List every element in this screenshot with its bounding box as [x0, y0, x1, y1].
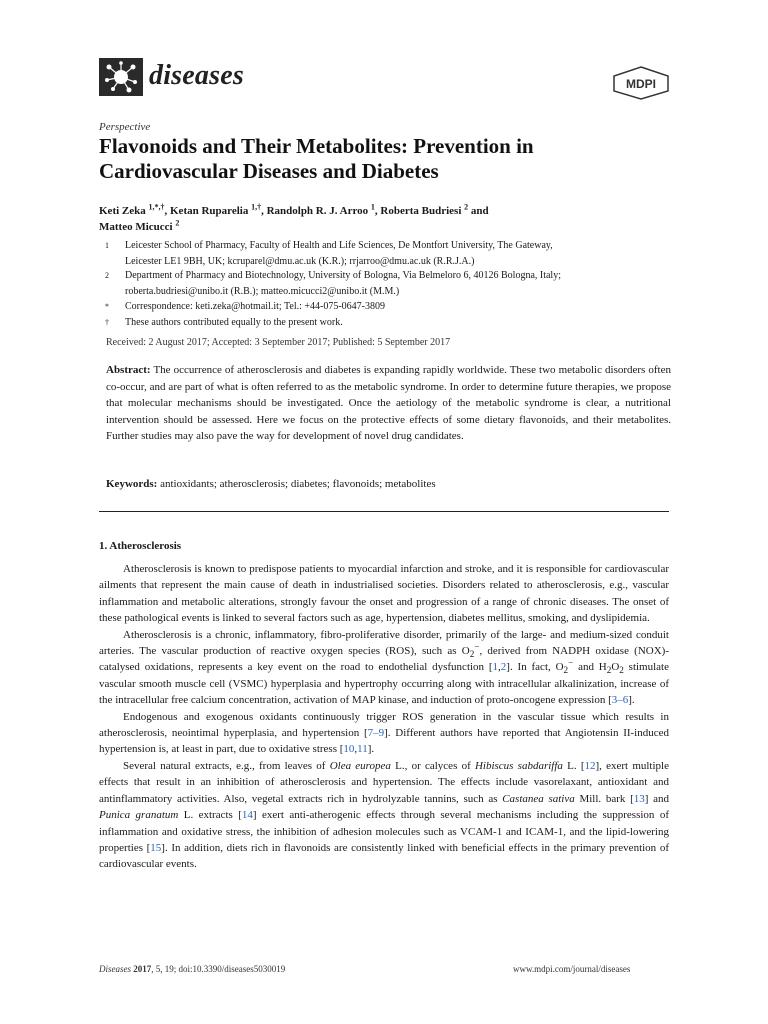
footer-journal-url[interactable]: www.mdpi.com/journal/diseases	[513, 964, 631, 974]
keywords-label: Keywords:	[106, 478, 158, 490]
section-divider	[99, 511, 669, 512]
citation-link[interactable]: 7–9	[367, 727, 385, 740]
author-name: Keti Zeka	[99, 205, 146, 217]
author-name: Ketan Ruparelia	[170, 205, 249, 217]
footer-citation: Diseases 2017, 5, 19; doi:10.3390/diseases5030019	[99, 964, 286, 974]
journal-name: diseases	[149, 60, 244, 91]
affiliation-mark: *	[105, 302, 109, 311]
citation-link[interactable]: 10	[343, 743, 355, 756]
species-name: Olea europea	[329, 759, 391, 772]
paragraph: Atherosclerosis is known to predispose patients to myocardial infarction and stroke, and it is responsible for cardiovascular ailments that represent the main cause of death in industrialised societies. Disorders related to atherosclerosis, e.g., vascular inflammation and metabolic alterations, strongly favour the onset and progression of a range of chronic diseases. The onset of these pathological events is linked to several factors such as age, hypertension, diabetes mellitus, smoking, and dyslipidemia.	[99, 563, 669, 625]
author-affiliation-mark: 1	[370, 202, 375, 212]
mdpi-logo	[612, 66, 670, 100]
article-type: Perspective	[99, 121, 151, 133]
title-line-2: Cardiovascular Diseases and Diabetes	[99, 159, 439, 183]
section-body	[99, 561, 669, 873]
title-line-1: Flavonoids and Their Metabolites: Prevention in	[99, 134, 534, 158]
paragraph: Several natural extracts, e.g., from leaves of Olea europea L., or calyces of Hibiscus sabdariffa L. [12], exert multiple effects that result in an inhibition of atherosclerosis and hypertension. The effects include vasorelaxant, antioxidant and antinflammatory activities. Also, vegetal extracts rich in hydrolyzable tannins, such as Castanea sativa Mill. bark [13] and Punica granatum L. extracts [14] exert anti-atherogenic effects through several mechanisms including the suppression of inflammation and oxidative stress, the inhibition of adhesion molecules such as VCAM-1 and ICAM-1, and the lipid-lowering properties [15]. In addition, diets rich in flavonoids are consistently linked with beneficial effects in the primary prevention of cardiovascular events.	[99, 759, 669, 871]
citation-link[interactable]: 14	[241, 809, 253, 822]
citation-link[interactable]: 2	[500, 661, 507, 674]
author-affiliation-mark: 1,†	[251, 202, 262, 212]
citation-link[interactable]: 12	[584, 759, 596, 772]
citation-link[interactable]: 11	[357, 743, 368, 756]
paragraph: Endogenous and exogenous oxidants continuously trigger ROS generation in the vascular tissue which results in atherosclerosis, neointimal hyperplasia, and hypertension [7–9]. Different authors have reported that Angiotensin II-induced hypertension is, at least in part, due to oxidative stress [10,11].	[99, 710, 670, 756]
journal-header	[99, 58, 669, 102]
species-name: Castanea sativa	[502, 792, 575, 805]
abstract-label: Abstract:	[106, 364, 151, 376]
mdpi-logo-text: MDPI	[626, 77, 656, 91]
keywords	[106, 476, 671, 492]
keywords-text: antioxidants; atherosclerosis; diabetes; flavonoids; metabolites	[157, 478, 436, 490]
article-title	[99, 134, 689, 184]
author-name: Roberta Budriesi	[380, 205, 462, 217]
author-name: Matteo Micucci	[99, 221, 173, 233]
affiliation-mark: †	[105, 318, 109, 327]
paragraph: Atherosclerosis is a chronic, inflammatory, fibro-proliferative disorder, primarily of the large- and medium-sized conduit arteries. The vascular production of reactive oxygen species (ROS), such as $O_2^-$, derived from NADPH oxidase (NOX)-catalysed oxidations, represents a key event on the road to endothelial dysfunction [1,2]. In fact, $O_2^-$ and $H_2O_2$ stimulate vascular smooth muscle cell (VSMC) hyperplasia and hypertrophy occurring along with intracellular alkalinization, increase of the intracellular free calcium concentration, activation of MAP kinase, and induction of proto-oncogene expression [3–6].	[99, 628, 670, 707]
journal-logo-icon	[99, 58, 143, 96]
abstract-text: The occurrence of atherosclerosis and diabetes is expanding rapidly worldwide. These two metabolic disorders often co-occur, and are part of what is often referred to as the metabolic syndrome. In order to determine future therapies, we propose that molecular mechanisms should be investigated. Once the aetiology of the metabolic syndrome is clear, a nutritional intervention should be assessed. Here we focus on the protective effects of some dietary flavonoids, and their metabolites. Further studies may also pave the way for development of novel drug candidates.	[106, 364, 671, 442]
abstract	[106, 362, 671, 445]
citation-link[interactable]: 13	[633, 792, 645, 805]
affiliation-mark: 2	[105, 271, 109, 280]
author-affiliation-mark: 1,*,†	[148, 202, 165, 212]
species-name: Hibiscus sabdariffa	[474, 759, 563, 772]
citation-link[interactable]: 3–6	[611, 694, 629, 707]
citation-link[interactable]: 1	[492, 661, 499, 674]
section-heading: 1. Atherosclerosis	[99, 540, 182, 552]
citation-link[interactable]: 15	[150, 841, 162, 854]
author-list: Keti Zeka $^{1,*,\dagger}$, Ketan Ruparelia $^{1,\dagger}$, Randolph R. J. Arroo $^1$, Roberta Budriesi $^2$ and Matteo Micucci $^2$	[99, 202, 489, 233]
author-affiliation-mark: 2	[464, 202, 469, 212]
author-name: Randolph R. J. Arroo	[266, 205, 369, 217]
affiliation-mark: 1	[105, 241, 109, 250]
species-name: Punica granatum	[99, 809, 179, 822]
publication-dates: Received: 2 August 2017; Accepted: 3 September 2017; Published: 5 September 2017	[106, 337, 451, 348]
author-affiliation-mark: 2	[175, 218, 180, 228]
